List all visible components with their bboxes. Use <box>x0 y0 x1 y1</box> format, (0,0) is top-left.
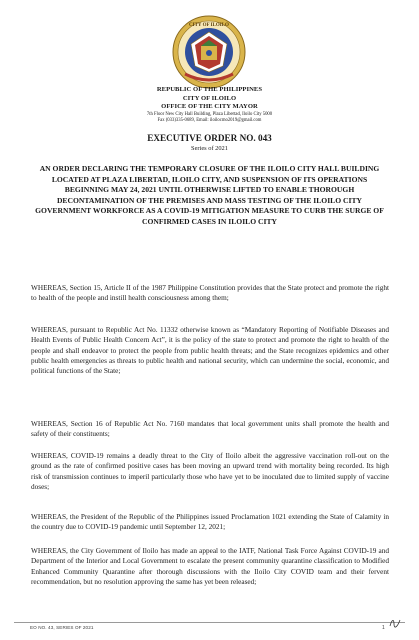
whereas-paragraph-2: WHEREAS, pursuant to Republic Act No. 11332 otherwise known as “Mandatory Reporting of Notifiable Diseases and Health Events of Public Health Concern Act”, it is the policy of the state to protect and promote the right to health of the people and shall endeavor to protect the people from public health threats; and the State recognizes epidemics and other public health emergencies as threats to public health and national security, which can undermine the social, economic, and political functions of the State; <box>31 326 389 375</box>
letterhead-office: OFFICE OF THE CITY MAYOR <box>161 103 258 111</box>
city-of-iloilo-seal-icon <box>171 14 247 90</box>
whereas-paragraph-1: WHEREAS, Section 15, Article II of the 1987 Philippine Constitution provides that the State protect and promote the right to health of the people and instill health consciousness among them; <box>31 284 389 303</box>
letterhead-republic: REPUBLIC OF THE PHILIPPINES <box>156 86 263 93</box>
whereas-paragraph-6: WHEREAS, the City Government of Iloilo has made an appeal to the IATF, National Task Force Against COVID-19 and Department of the Interior and Local Government to escalate the present community quarantine classification to Modified Enhanced Community Quarantine after thorough discussions with the Iloilo City COVID team and their fervent recommendation, but no resolution approving the same has yet been released; <box>31 547 389 586</box>
letterhead-address: 7th Floor New City Hall Building, Plaza Libertad, Iloilo City 5000 <box>146 111 273 117</box>
whereas-paragraph-4: WHEREAS, COVID-19 remains a deadly threat to the City of Iloilo albeit the aggressive vaccination roll-out on the ground as the rate of confirmed positive cases has been moving an upward trend with mortality being recorded. Its high risk of transmission continues to imperil particularly those who have yet to be inoculated due to limited supply of vaccine doses; <box>31 452 389 491</box>
footer-reference: EO NO. 43, SERIES OF 2021 <box>30 625 94 630</box>
order-subject: AN ORDER DECLARING THE TEMPORARY CLOSURE OF THE ILOILO CITY HALL BUILDING LOCATED AT PLAZA LIBERTAD, ILOILO CITY, AND SUSPENSION OF ITS OPERATIONS BEGINNING MAY 24, 2021 UNTIL OTHERWISE LIFTED TO ENABLE THOROUGH DECONTAMINATION OF THE PREMISES AND MASS TESTING OF THE ILOILO CITY GOVERNMENT WORKFORCE AS A COVID-19 MITIGATION MEASURE TO CURB THE SURGE OF CONFIRMED CASES IN ILOILO CITY <box>35 164 384 226</box>
letterhead <box>0 86 419 125</box>
letterhead-city: CITY OF ILOILO <box>182 94 237 102</box>
letterhead-contact: Fax (033)335-0689, Email: iloilocmo2019@gmail.com <box>157 118 262 124</box>
seal-text: CITY OF ILOILO <box>189 23 229 28</box>
footer-divider <box>14 622 405 623</box>
order-title: EXECUTIVE ORDER NO. 043 <box>147 133 272 143</box>
whereas-paragraph-3: WHEREAS, Section 16 of Republic Act No. 7160 mandates that local government units shall promote the health and safety of their constituents; <box>31 420 389 439</box>
handwritten-initial-icon <box>388 617 402 629</box>
order-series: Series of 2021 <box>191 145 228 152</box>
whereas-paragraph-5: WHEREAS, the President of the Republic of the Philippines issued Proclamation 1021 extending the State of Calamity in the country due to COVID-19 pandemic until September 12, 2021; <box>31 513 389 532</box>
page-number: 1 <box>382 625 385 631</box>
